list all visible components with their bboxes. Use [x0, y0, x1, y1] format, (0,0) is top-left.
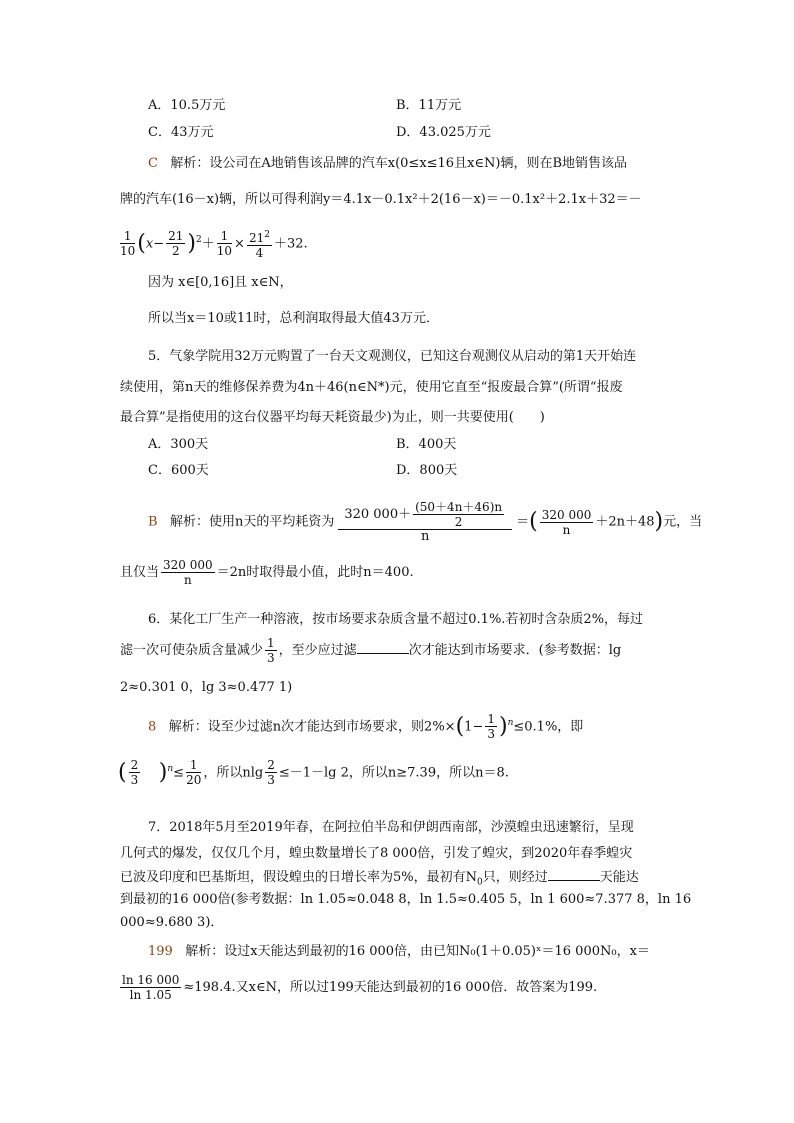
- q4-option-a: A．10.5万元: [148, 98, 226, 113]
- q4-solution-line4: 因为 x∈[0,16]且 x∈N，: [148, 275, 293, 290]
- q4-option-b: B．11万元: [396, 98, 462, 113]
- q6-solution-suffix: ≤0.1%，即: [513, 719, 584, 735]
- q7-stem-line4: 到最初的16 000倍(参考数据：ln 1.05≈0.048 8，ln 1.5≈0.405 5，ln 1 600≈7.377 8，ln 16: [120, 892, 692, 907]
- q6-stem2-c: 次才能达到市场要求．(参考数据：lg: [408, 643, 622, 658]
- q5-stem-line3: 最合算”是指使用的这台仪器平均每天耗资最少)为止，则一共要使用( ): [120, 410, 545, 425]
- q7-answer-blank: [548, 868, 600, 881]
- q5-option-a: A．300天: [148, 437, 209, 452]
- q4-fraction-1-10b: $\frac{1}{10}$: [216, 229, 233, 259]
- q7-stem-line2: 几何式的爆发，仅仅几个月，蝗虫数量增长了8 000倍，引发了蝗灾，到2020年春季蝗灾: [120, 846, 633, 861]
- q7-stem-line3: 已波及印度和巴基斯坦，假设蝗虫的日增长率为5%，最初有$N_0$只，则经过 天能达: [120, 870, 639, 888]
- q6-stem-line2: [120, 636, 621, 666]
- q4-fraction-1-10: $\frac{1}{10}$: [120, 229, 136, 259]
- q5-answer: B: [148, 514, 158, 530]
- q5-rhs-tail: ＋2n＋48: [595, 514, 655, 530]
- q5-option-b: B．400天: [396, 437, 457, 452]
- q6-stem-line1: 6．某化工厂生产一种溶液，按市场要求杂质含量不超过0.1%.若初时含杂质2%，每过: [148, 612, 644, 627]
- q6-fraction-1-3b: $\frac{1}{3}$: [487, 712, 495, 742]
- q6-fraction-1-20: $\frac{1}{20}$: [186, 758, 202, 788]
- q6-stem-line3: 2≈0.301 0，lg 3≈0.477 1): [120, 680, 293, 695]
- q6-fraction-2-3: $\frac{2}{3}$: [130, 758, 139, 788]
- q5-numerator-lead: 320 000＋: [344, 507, 412, 522]
- q7-answer: 199: [148, 944, 173, 959]
- q7-solution-line1: [148, 944, 650, 960]
- q6-fraction-2-3b: $\frac{2}{3}$: [267, 758, 275, 788]
- q5-inner-fraction: $\frac{(50+4n+46)n}{2}$: [415, 500, 503, 529]
- q7-stem3-c: 天能达: [599, 870, 639, 885]
- q6-solution-tail2: ≤－1－lg 2，所以n≥7.39，所以n＝8.: [278, 765, 509, 781]
- q7-ln-denominator: ln 1.05: [129, 988, 172, 1002]
- q5-solution-line2: [120, 558, 414, 588]
- q6-solution-line1: 8 解析：设至少过滤n次才能达到市场要求，则2%×(1− $\frac{1}{3}$ )$^n$≤0.1%，即: [148, 712, 584, 742]
- q7-solution-tail: ≈198.4.又x∈N，所以过199天能达到最初的16 000倍．故答案为199.: [183, 980, 598, 995]
- q5-line2-fraction: $\frac{320 000}{n}$: [163, 558, 213, 587]
- q4-answer: C: [148, 156, 158, 171]
- q7-stem3-b: 只，则经过: [482, 870, 548, 885]
- q4-solution-line3: $\frac{1}{10}$ (x− $\frac{21}{2}$ )$^2$＋ $\frac{1}{10}$ × $\frac{21^2}{4}$ ＋32.: [120, 229, 308, 260]
- q7-solution-text1: 解析：设过x天能达到最初的16 000倍，由已知N₀(1＋0.05)ˣ＝16 000N₀，x＝: [185, 944, 650, 959]
- q5-solution-suffix: 元，当: [663, 514, 703, 530]
- q7-stem3-a: 已波及印度和巴基斯坦，假设蝗虫的日增长率为5%，最初有N: [120, 870, 477, 885]
- q7-stem-line1: 7．2018年5月至2019年春，在阿拉伯半岛和伊朗西南部，沙漠蝗虫迅速繁衍，呈现: [148, 820, 634, 835]
- q4-solution-text1: 解析：设公司在A地销售该品牌的汽车x(0≤x≤16且x∈N)辆，则在B地销售该品: [170, 156, 628, 171]
- q5-stem-line2: 续使用，第n天的维修保养费为4n＋46(n∈N*)元，使用它直至“报废最合算”(所谓“报废: [120, 380, 623, 395]
- q7-stem-line5: 000≈9.680 3)．: [120, 915, 224, 930]
- q4-fraction-21-2: $\frac{21}{2}$: [168, 229, 184, 259]
- q4-solution-line5: 所以当x＝10或11时，总利润取得最大值43万元．: [148, 311, 439, 326]
- q5-average-cost-fraction: [338, 500, 512, 544]
- q5-option-d: D．800天: [396, 463, 458, 478]
- q4-solution-line2: 牌的汽车(16－x)辆，所以可得利润y＝4.1x－0.1x²＋2(16－x)＝－0.1x²＋2.1x＋32＝－: [120, 192, 642, 207]
- q4-fraction-21sq-4: $\frac{21^2}{4}$: [248, 229, 270, 260]
- q5-option-c: C．600天: [148, 463, 209, 478]
- q7-ln-numerator: ln 16 000: [122, 973, 180, 987]
- q6-answer: 8: [148, 719, 157, 735]
- q6-solution-prefix: 解析：设至少过滤n次才能达到市场要求，则2%×: [168, 719, 456, 735]
- q7-ln-fraction: [120, 973, 181, 1002]
- q6-stem2-b: ，至少应过滤: [278, 643, 357, 658]
- q5-line2-prefix: 且仅当: [120, 565, 160, 580]
- q5-stem-line1: 5．气象学院用32万元购置了一台天文观测仪，已知这台观测仪从启动的第1天开始连: [148, 349, 637, 364]
- q5-rhs-numerator: 320 000: [541, 507, 592, 522]
- q6-solution-tail: ，所以nlg: [203, 765, 264, 781]
- q7-solution-line2: [118, 972, 597, 1004]
- q5-solution-prefix: 解析：使用n天的平均耗资为: [169, 514, 335, 530]
- q5-rhs-denominator: n: [562, 522, 571, 537]
- q5-denominator: n: [421, 529, 430, 544]
- q6-solution-line2: ( $\frac{2}{3}$ )$^n$≤ $\frac{1}{20}$ ，所以nlg $\frac{2}{3}$ ≤－1－lg 2，所以n≥7.39，所以n＝8.: [118, 758, 509, 788]
- q6-fraction-1-3: $\frac{1}{3}$: [267, 636, 275, 665]
- q4-option-d: D．43.025万元: [396, 125, 491, 140]
- q5-line2-suffix: ＝2n时取得最小值，此时n＝400.: [216, 565, 414, 580]
- q4-solution-line1: [148, 156, 627, 172]
- q4-solution-tail: ＋32.: [273, 236, 308, 252]
- q6-stem2-a: 滤一次可使杂质含量减少: [120, 643, 264, 658]
- q6-answer-blank: [357, 641, 409, 654]
- q5-rhs-fraction: [540, 508, 594, 537]
- q4-option-c: C．43万元: [148, 125, 214, 140]
- q5-solution-line1: B 解析：使用n天的平均耗资为 320 000＋ $\frac{(50+4n+46)n}{2}$ n ＝( $\frac{320 000}{n}$ ＋2n＋48)元，当: [148, 500, 703, 544]
- q5-inner-numerator: (50＋4n＋46)n: [415, 500, 503, 514]
